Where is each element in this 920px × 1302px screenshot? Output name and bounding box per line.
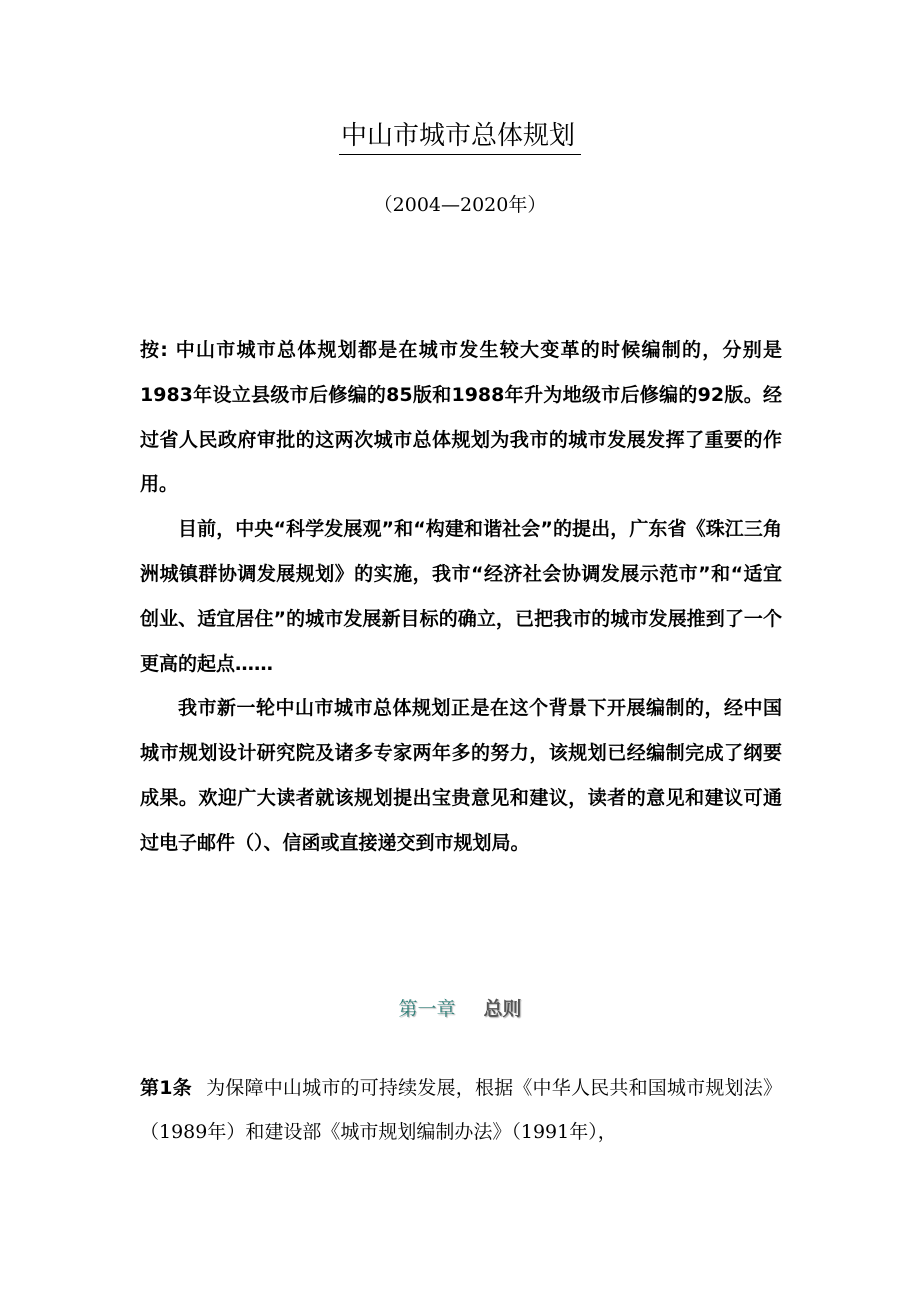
article-text: 为保障中山城市的可持续发展，根据《中华人民共和国城市规划法》（1989年）和建设部《城市规划编制办法》（1991年）， [140, 1077, 782, 1143]
chapter-number: 第一章 [398, 998, 456, 1020]
document-subtitle: （2004—2020年） [373, 194, 547, 216]
preface-paragraph: 我市新一轮中山市城市总体规划正是在这个背景下开展编制的，经中国城市规划设计研究院及诸多专家两年多的努力，该规划已经编制完成了纲要成果。欢迎广大读者就该规划提出宝贵意见和建议，读者的意见和建议可通过电子邮件（）、信函或直接递交到市规划局。 [140, 697, 782, 854]
preface-paragraph: 按: 中山市城市总体规划都是在城市发生较大变革的时候编制的，分别是1983年设立县级市后修编的85版和1988年升为地级市后修编的92版。经过省人民政府审批的这两次城市总体规划为我市的城市发展发挥了重要的作用。 [140, 339, 782, 496]
chapter-name: 总则 [483, 998, 522, 1020]
document-title-text: 中山市城市总体规划 [339, 118, 581, 155]
chapter-heading [0, 994, 920, 1024]
preface-paragraph: 目前，中央“科学发展观”和“构建和谐社会”的提出，广东省《珠江三角洲城镇群协调发展规划》的实施，我市“经济社会协调发展示范市”和“适宜创业、适宜居住”的城市发展新目标的确立，已把我市的城市发展推到了一个更高的起点…… [140, 518, 782, 675]
preface-note [140, 328, 782, 866]
article-label: 第1条 [140, 1077, 192, 1099]
article-paragraph [140, 1066, 782, 1154]
document-title [0, 116, 920, 156]
